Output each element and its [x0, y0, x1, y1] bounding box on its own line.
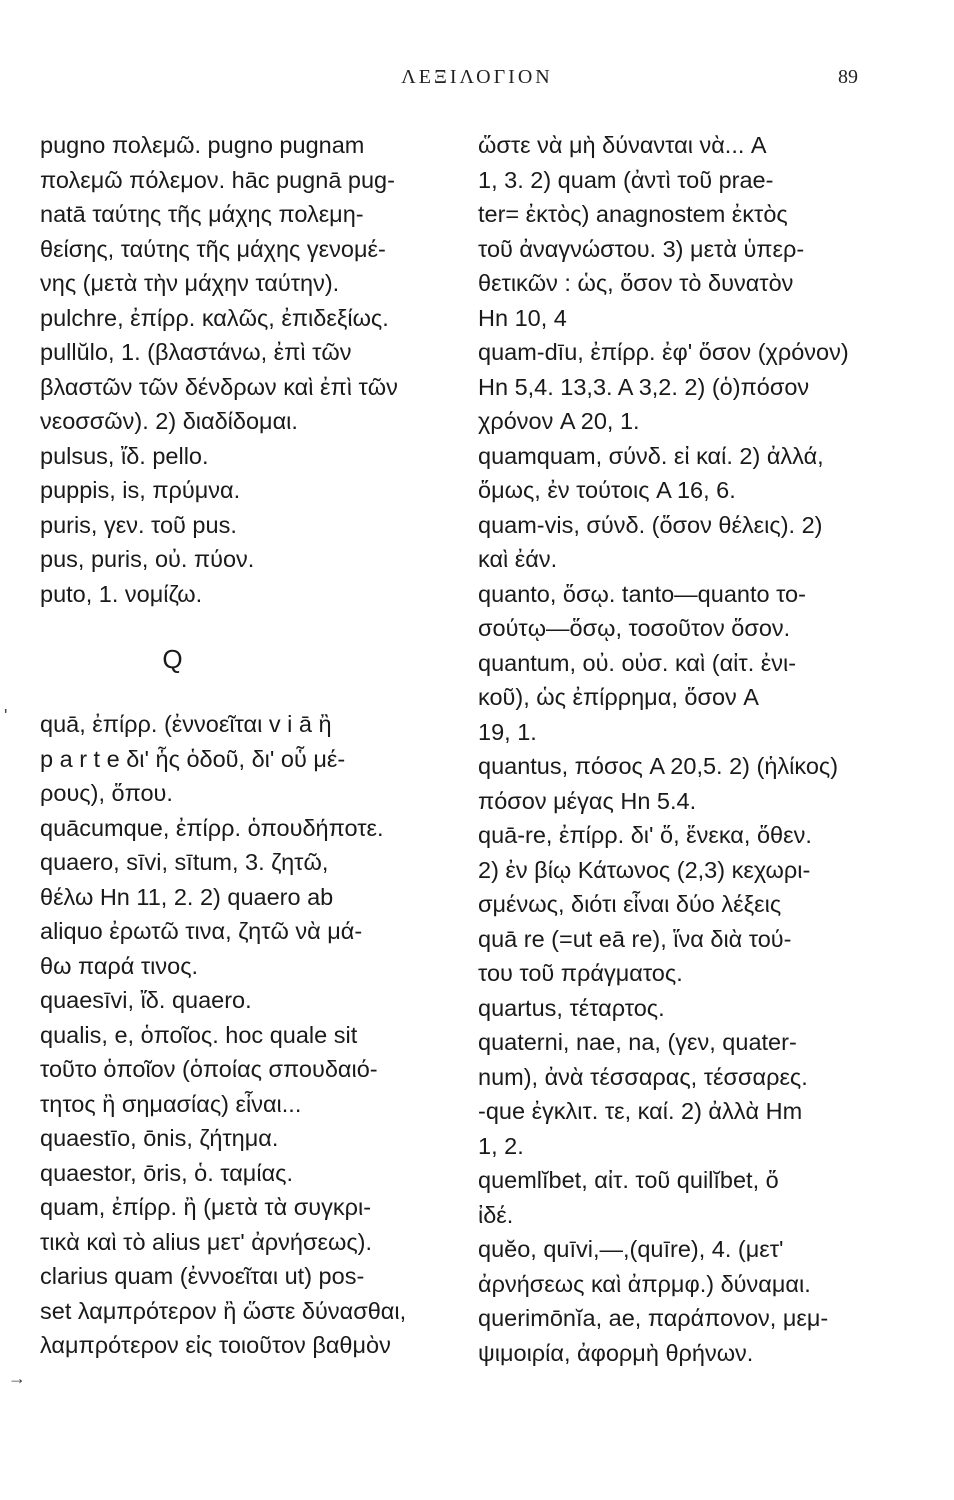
text-line: qualis, e, ὁποῖος. hoc quale sit	[40, 1021, 358, 1048]
text-line: set λαμπρότερον ἢ ὥστε δύνασθαι,	[40, 1297, 407, 1324]
text-line: ρους), ὅπου.	[40, 780, 173, 806]
text-line: pulsus, ἴδ. pello.	[40, 442, 209, 469]
text-line: Hn 10, 4	[478, 304, 567, 331]
text-line: aliquo ἐρωτῶ τινα, ζητῶ νὰ μά-	[40, 918, 363, 944]
text-line: puppis, is, πρύμνα.	[40, 477, 241, 503]
right-column	[478, 128, 918, 1370]
text-line: pulchre, ἐπίρρ. καλῶς, ἐπιδεξίως.	[40, 304, 389, 331]
text-line: ψιμοιρία, ἀφορμὴ θρήνων.	[478, 1339, 754, 1366]
text-line: quam, ἐπίρρ. ἢ (μετὰ τὰ συγκρι-	[40, 1194, 372, 1220]
text-line: Hn 5,4. 13,3. A 3,2. 2) (ὁ)πόσον	[478, 373, 810, 400]
text-line: -que ἐγκλιτ. τε, καί. 2) ἀλλὰ Hm	[478, 1098, 803, 1124]
right-entries-q	[478, 128, 918, 1370]
text-line: quācumque, ἐπίρρ. ὁπουδήποτε.	[40, 814, 384, 841]
text-line: quantus, πόσος A 20,5. 2) (ἡλίκος)	[478, 753, 839, 779]
text-line: quam-dīu, ἐπίρρ. ἐφ' ὅσον (χρόνον)	[478, 339, 849, 365]
text-line: natā ταύτης τῆς μάχης πολεμη-	[40, 201, 364, 227]
margin-arrow-mark: →	[8, 1368, 26, 1388]
left-entries-p	[40, 128, 455, 611]
text-line: quā re (=ut eā re), ἵνα διὰ τού-	[478, 925, 792, 952]
text-line: θετικῶν : ὡς, ὅσον τὸ δυνατὸν	[478, 270, 794, 296]
text-line: τοῦ ἀναγνώστου. 3) μετὰ ὑπερ-	[478, 235, 805, 262]
text-line: λαμπρότερον εἰς τοιοῦτον βαθμὸν	[40, 1332, 391, 1358]
text-line: p a r t e δι' ἧς ὁδοῦ, δι' οὗ μέ-	[40, 745, 346, 772]
section-letter-heading: Q	[162, 644, 183, 674]
text-line: ἰδέ.	[478, 1201, 514, 1228]
running-header-title: ΛΕΞΙΛΟΓΙΟΝ	[401, 66, 553, 88]
text-line: ὥστε νὰ μὴ δύνανται νὰ... A	[478, 132, 767, 158]
left-entries-q	[40, 707, 455, 1363]
text-line: τοῦτο ὁποῖον (ὁποίας σπουδαιό-	[40, 1056, 378, 1082]
text-line: quā-re, ἐπίρρ. δι' ὅ, ἕνεκα, ὅθεν.	[478, 822, 812, 848]
margin-mark: '	[4, 706, 8, 726]
text-line: puris, γεν. τοῦ pus.	[40, 511, 237, 538]
text-line: 19, 1.	[478, 718, 537, 745]
text-line: χρόνον A 20, 1.	[478, 408, 640, 434]
text-line: καὶ ἐάν.	[478, 546, 558, 572]
text-line: quĕo, quīvi,—,(quīre), 4. (μετ'	[478, 1236, 784, 1262]
text-line: σμένως, διότι εἶναι δύο λέξεις	[478, 891, 782, 917]
text-line: θείσης, ταύτης τῆς μάχης γενομέ-	[40, 235, 386, 262]
text-line: κοῦ), ὡς ἐπίρρημα, ὅσον A	[478, 684, 759, 710]
text-line: πολεμῶ πόλεμον. hāc pugnā pug-	[40, 166, 395, 193]
text-line: του τοῦ πράγματος.	[478, 960, 683, 986]
text-line: νεοσσῶν). 2) διαδίδομαι.	[40, 408, 298, 434]
text-line: ter= ἐκτὸς) anagnostem ἐκτὸς	[478, 201, 788, 227]
text-line: quartus, τέταρτος.	[478, 994, 665, 1021]
text-line: pus, puris, οὐ. πύον.	[40, 546, 255, 572]
text-line: querimōnĭa, ae, παράπονον, μεμ-	[478, 1305, 829, 1331]
text-line: σούτῳ—ὅσῳ, τοσοῦτον ὅσον.	[478, 615, 791, 641]
text-line: quam-vis, σύνδ. (ὅσον θέλεις). 2)	[478, 511, 823, 538]
left-column	[40, 128, 455, 1363]
text-line: quaesīvi, ἴδ. quaero.	[40, 987, 252, 1013]
text-line: τικὰ καὶ τὸ alius μετ' ἀρνήσεως).	[40, 1228, 373, 1255]
text-line: νης (μετὰ τὴν μάχην ταύτην).	[40, 270, 340, 296]
text-line: clarius quam (ἐννοεῖται ut) pos-	[40, 1263, 365, 1289]
page-number: 89	[838, 66, 858, 88]
text-line: 1, 2.	[478, 1132, 524, 1159]
text-line: quaestor, ōris, ὁ. ταμίας.	[40, 1159, 294, 1186]
text-line: τητος ἢ σημασίας) εἶναι...	[40, 1090, 302, 1117]
text-line: quantum, οὐ. οὐσ. καὶ (αἰτ. ἐνι-	[478, 649, 797, 676]
text-line: θω παρά τινος.	[40, 952, 199, 979]
text-line: quanto, ὅσῳ. tanto—quanto το-	[478, 580, 806, 607]
text-line: θέλω Hn 11, 2. 2) quaero ab	[40, 883, 334, 910]
text-line: ὅμως, ἐν τούτοις A 16, 6.	[478, 477, 736, 503]
text-line: quamquam, σύνδ. εἰ καί. 2) ἀλλά,	[478, 442, 824, 469]
text-line: quaero, sīvi, sītum, 3. ζητῶ,	[40, 849, 329, 875]
text-line: quemlĭbet, αἰτ. τοῦ quilĭbet, ὅ	[478, 1167, 779, 1193]
text-line: βλαστῶν τῶν δένδρων καὶ ἐπὶ τῶν	[40, 373, 398, 400]
text-line: num), ἀνὰ τέσσαρας, τέσσαρες.	[478, 1063, 808, 1090]
text-line: 1, 3. 2) quam (ἀντὶ τοῦ prae-	[478, 166, 774, 193]
text-line: pullŭlo, 1. (βλαστάνω, ἐπὶ τῶν	[40, 339, 352, 365]
text-line: quaestīo, ōnis, ζήτημα.	[40, 1125, 279, 1151]
text-line: puto, 1. νομίζω.	[40, 580, 203, 607]
text-line: pugno πολεμῶ. pugno pugnam	[40, 132, 365, 158]
text-line: quā, ἐπίρρ. (ἐννοεῖται v i ā ἢ	[40, 711, 332, 737]
text-line: quaterni, nae, na, (γεν, quater-	[478, 1029, 797, 1055]
text-line: ἀρνήσεως καὶ ἀπρμφ.) δύναμαι.	[478, 1270, 811, 1297]
text-line: 2) ἐν βίῳ Κάτωνος (2,3) κεχωρι-	[478, 856, 811, 883]
text-line: πόσον μέγας Hn 5.4.	[478, 787, 697, 814]
